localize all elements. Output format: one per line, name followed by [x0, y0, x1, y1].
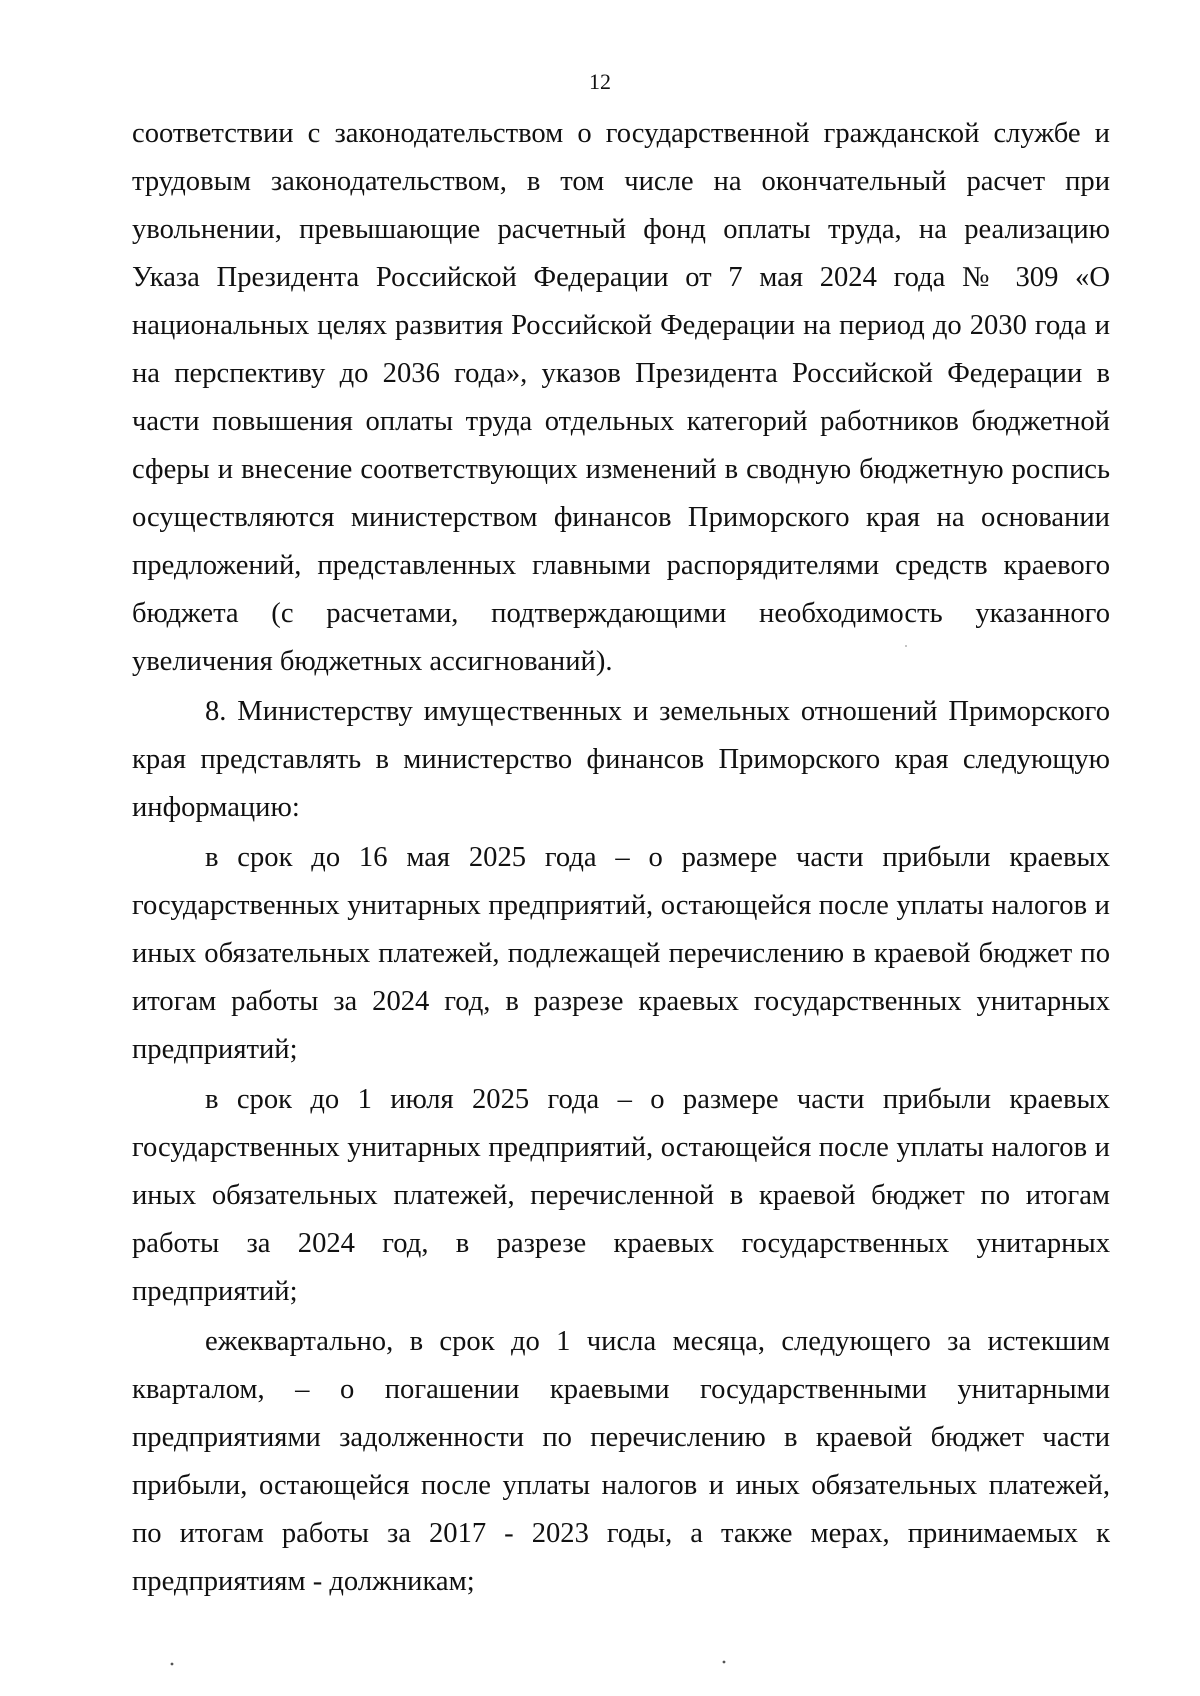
scan-speck [171, 1663, 174, 1666]
paragraph-quarterly: ежеквартально, в срок до 1 числа месяца, следующего за истекшим кварталом, – о погашении краевыми государственными унитарными предприятиями задолженности по перечислению в краевой бюджет части прибыли, остающейся после уплаты налогов и иных обязательных платежей, по итогам работы за 2017 - 2023 годы, а также мерах, принимаемых к предприятиям - должникам; [132, 1326, 1110, 1597]
paragraph-item-8: 8. Министерству имущественных и земельных отношений Приморского края представлять в министерство финансов Приморского края следующую информацию: [132, 696, 1110, 823]
paragraph-deadline-july: в срок до 1 июля 2025 года – о размере части прибыли краевых государственных унитарных предприятий, остающейся после уплаты налогов и иных обязательных платежей, перечисленной в краевой бюджет по итогам работы за 2024 год, в разрезе краевых государственных унитарных предприятий; [132, 1084, 1110, 1307]
page-number: 12 [589, 69, 611, 94]
paragraph-continued: соответствии с законодательством о государственной гражданской службе и трудовым законодательством, в том числе на окончательный расчет при увольнении, превышающие расчетный фонд оплаты труда, на реализацию Указа Президента Российской Федерации от 7 мая 2024 года № 309 «О национальных целях развития Российской Федерации на период до 2030 года и на перспективу до 2036 года», указов Президента Российской Федерации в части повышения оплаты труда отдельных категорий работников бюджетной сферы и внесение соответствующих изменений в сводную бюджетную роспись осуществляются министерством финансов Приморского края на основании предложений, представленных главными распорядителями средств краевого бюджета (с расчетами, подтверждающими необходимость указанного увеличения бюджетных ассигнований). [132, 118, 1110, 677]
document-body [132, 110, 1110, 1608]
paragraph-deadline-may: в срок до 16 мая 2025 года – о размере части прибыли краевых государственных унитарных предприятий, остающейся после уплаты налогов и иных обязательных платежей, подлежащей перечислению в краевой бюджет по итогам работы за 2024 год, в разрезе краевых государственных унитарных предприятий; [132, 842, 1110, 1065]
scan-speck [723, 1661, 726, 1664]
